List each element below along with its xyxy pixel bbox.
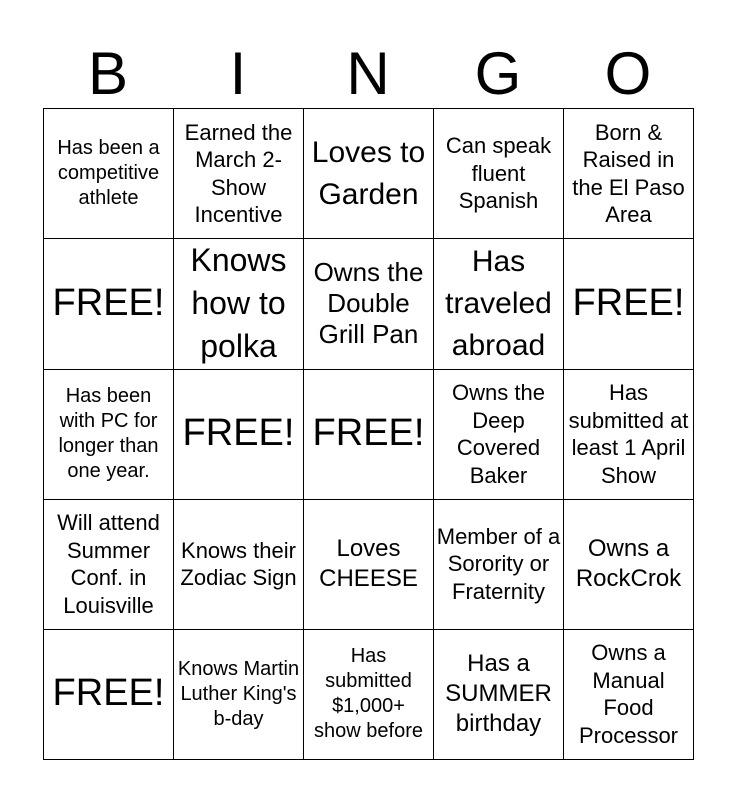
bingo-cell: Has submitted $1,000+ show before (304, 629, 434, 759)
bingo-cell: Loves to Garden (304, 109, 434, 239)
bingo-cell: Member of a Sorority or Fraternity (434, 499, 564, 629)
bingo-cell: Knows how to polka (174, 239, 304, 370)
free-cell: FREE! (174, 369, 304, 499)
bingo-cell: Has submitted at least 1 April Show (564, 369, 694, 499)
header-letter-n: N (346, 40, 390, 107)
bingo-header (43, 40, 693, 108)
board-row (44, 629, 694, 759)
bingo-cell: Has a SUMMER birthday (434, 629, 564, 759)
header-letter-i: I (229, 40, 247, 107)
bingo-cell: Will attend Summer Conf. in Louisville (44, 499, 174, 629)
board-row (44, 109, 694, 239)
bingo-board (43, 108, 694, 760)
bingo-cell: Owns the Deep Covered Baker (434, 369, 564, 499)
bingo-cell: Has been a competitive athlete (44, 109, 174, 239)
bingo-cell: Has been with PC for longer than one year. (44, 369, 174, 499)
board-row (44, 369, 694, 499)
bingo-cell: Owns the Double Grill Pan (304, 239, 434, 370)
header-letter-g: G (474, 40, 522, 107)
free-cell: FREE! (304, 369, 434, 499)
header-letter-o: O (604, 40, 652, 107)
bingo-cell: Earned the March 2-Show Incentive (174, 109, 304, 239)
free-cell: FREE! (564, 239, 694, 370)
board-row (44, 499, 694, 629)
free-cell: FREE! (44, 239, 174, 370)
bingo-cell: Knows Martin Luther King's b-day (174, 629, 304, 759)
free-cell: FREE! (44, 629, 174, 759)
bingo-cell: Loves CHEESE (304, 499, 434, 629)
board-row (44, 239, 694, 370)
bingo-cell: Knows their Zodiac Sign (174, 499, 304, 629)
header-letter-b: B (87, 40, 129, 107)
bingo-cell: Owns a Manual Food Processor (564, 629, 694, 759)
bingo-cell: Owns a RockCrok (564, 499, 694, 629)
bingo-cell: Can speak fluent Spanish (434, 109, 564, 239)
bingo-cell: Has traveled abroad (434, 239, 564, 370)
bingo-cell: Born & Raised in the El Paso Area (564, 109, 694, 239)
